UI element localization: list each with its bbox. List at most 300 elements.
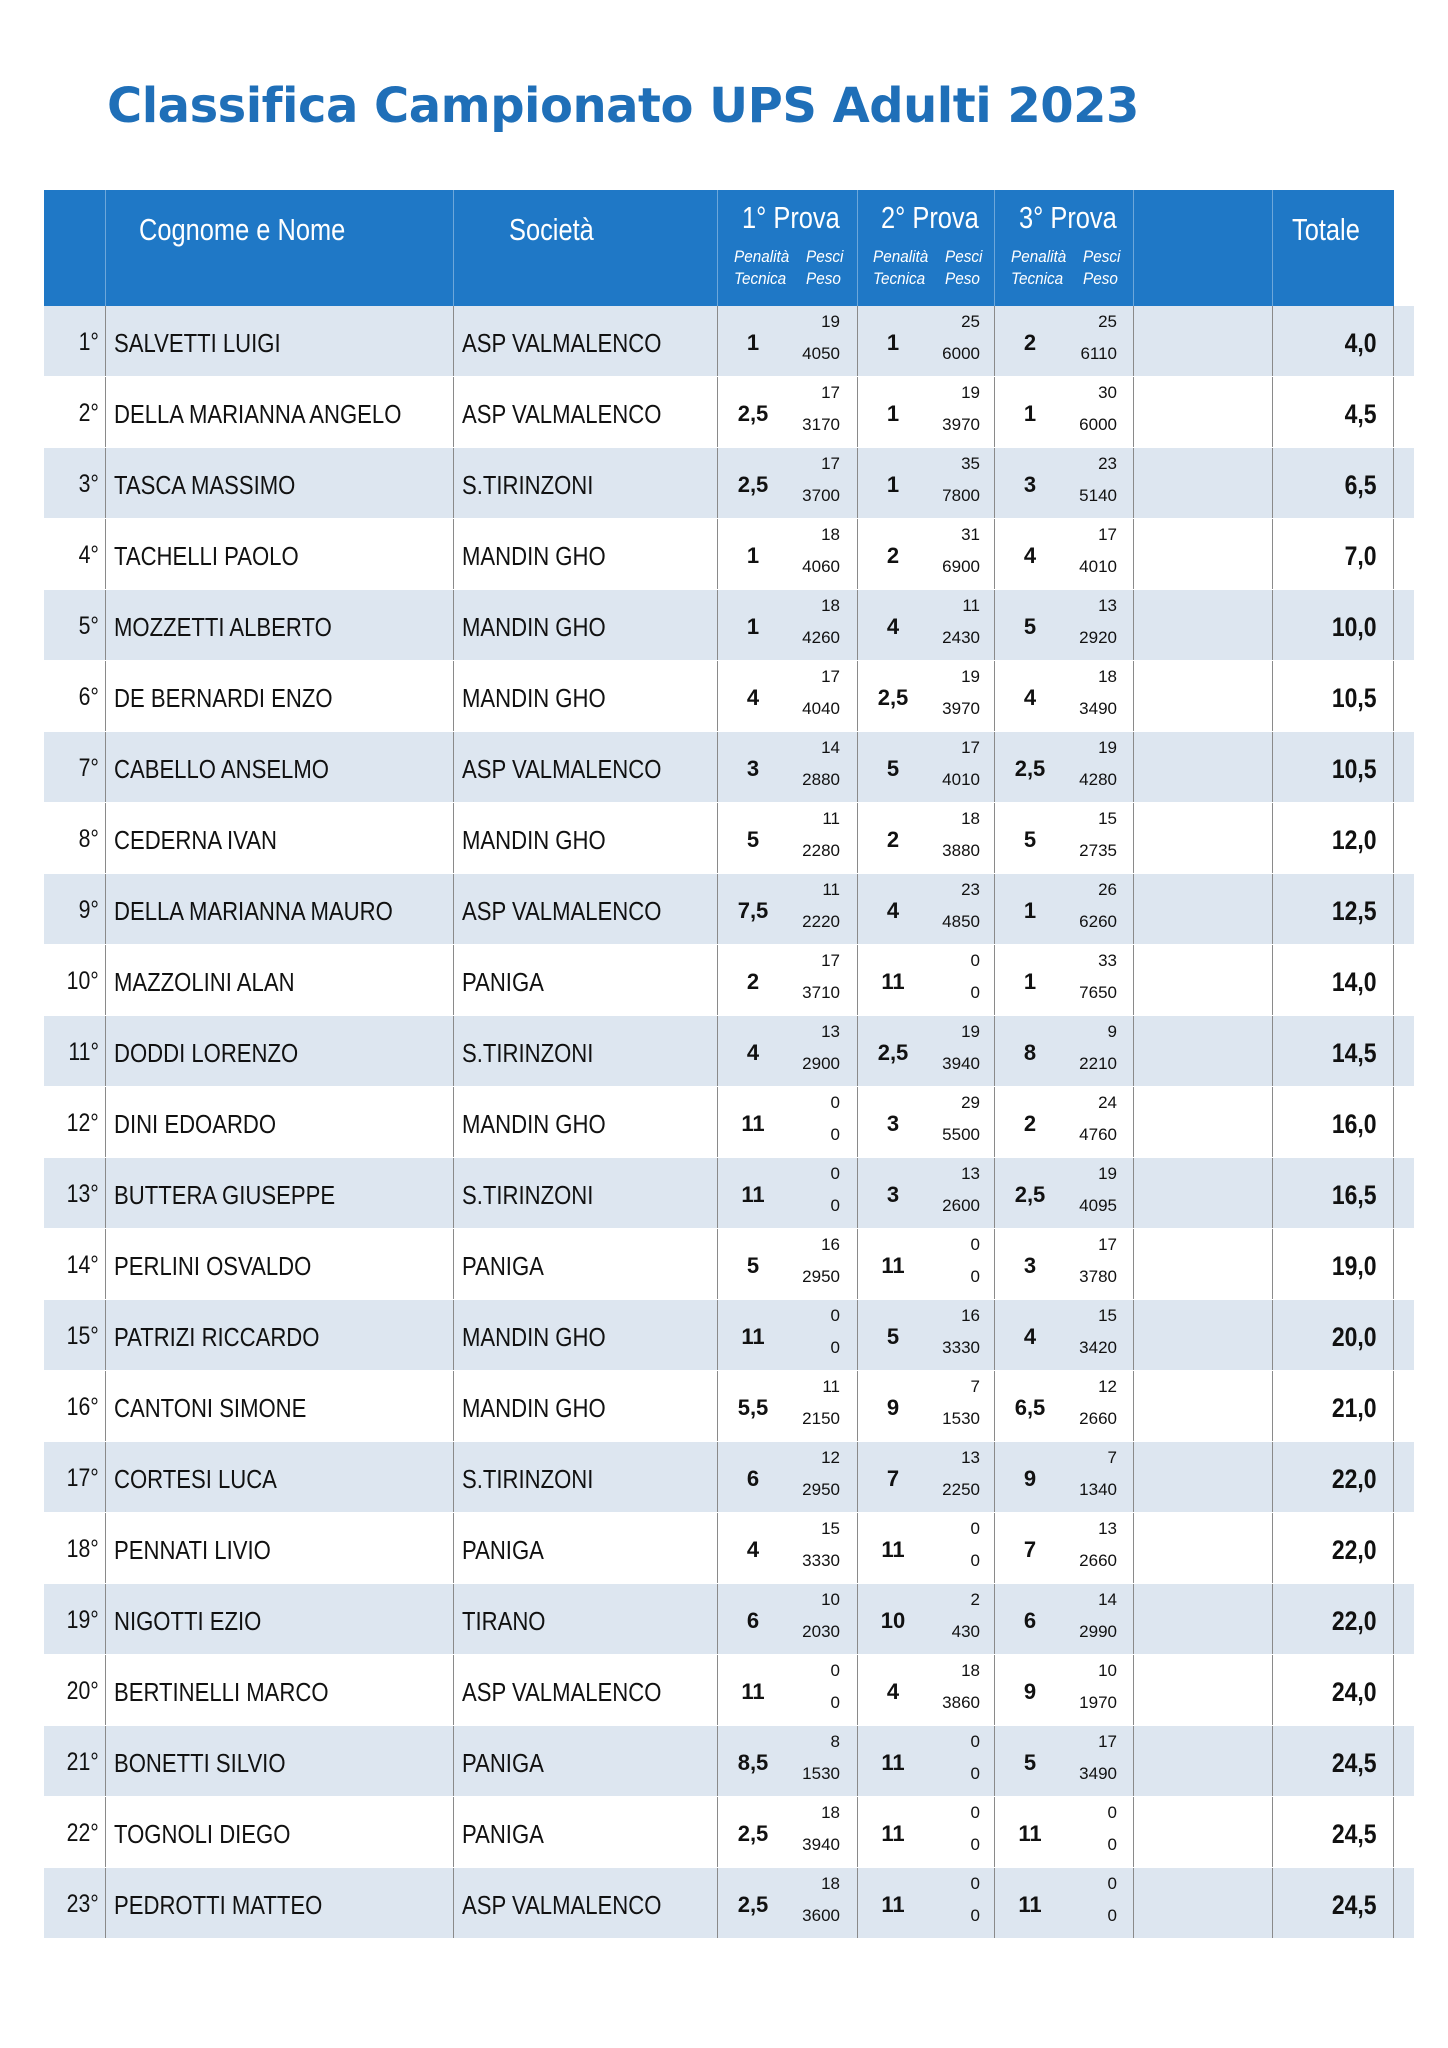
prova1-cell [717, 1229, 858, 1299]
name-cell-text: CANTONI SIMONE [114, 1393, 307, 1423]
peso-value: 0 [970, 983, 980, 1002]
peso-value: 6260 [1079, 912, 1117, 931]
totale-value: 12,5 [1332, 896, 1377, 926]
header-penalita3: Penalità Tecnica [1011, 247, 1067, 288]
name-cell [105, 519, 454, 589]
name-cell-text: DODDI LORENZO [114, 1038, 299, 1068]
societa-cell-text: PANIGA [462, 1535, 544, 1565]
penalita-value: 4 [746, 1040, 760, 1065]
table-row [44, 306, 1414, 377]
pesci-value: 13 [961, 1164, 980, 1183]
position-cell-text: 16° [66, 1393, 99, 1421]
row-edge-divider [1393, 661, 1394, 731]
societa-cell [453, 1726, 718, 1796]
position-cell-text: 5° [78, 612, 99, 640]
prova2-cell [857, 377, 995, 447]
societa-cell [453, 1300, 718, 1370]
pesci-value: 11 [822, 880, 840, 899]
position-cell [44, 1442, 105, 1512]
name-cell [105, 874, 454, 944]
position-cell [44, 1016, 105, 1086]
peso-value: 3330 [802, 1551, 840, 1570]
totale-value: 12,0 [1332, 825, 1377, 855]
totale-value: 22,0 [1332, 1606, 1377, 1636]
name-cell-text: TASCA MASSIMO [114, 470, 296, 500]
position-cell [44, 377, 105, 447]
table-row [44, 1158, 1414, 1229]
table-row [44, 661, 1414, 732]
prova2-cell [857, 1087, 995, 1157]
peso-value: 3170 [802, 415, 840, 434]
totale-value: 24,0 [1332, 1677, 1377, 1707]
table-row [44, 1087, 1414, 1158]
peso-value: 4260 [802, 628, 840, 647]
header-divider [105, 190, 106, 306]
name-cell [105, 1158, 454, 1228]
position-cell-text: 21° [66, 1748, 99, 1776]
name-cell-text: CEDERNA IVAN [114, 825, 277, 855]
penalita-value: 1 [746, 330, 760, 355]
totale-cell [1272, 661, 1415, 731]
spacer-cell [1133, 1158, 1273, 1228]
peso-value: 7800 [942, 486, 980, 505]
name-cell-text: PENNATI LIVIO [114, 1535, 271, 1565]
prova2-cell [857, 1655, 995, 1725]
position-cell-text: 13° [66, 1180, 99, 1208]
prova2-cell [857, 1442, 995, 1512]
table-row [44, 945, 1414, 1016]
totale-cell [1272, 1158, 1415, 1228]
societa-cell-text: MANDIN GHO [462, 683, 606, 713]
header-divider [453, 190, 454, 306]
peso-value: 2030 [802, 1622, 840, 1641]
row-edge-divider [1393, 448, 1394, 518]
row-edge-divider [1393, 1087, 1394, 1157]
position-cell [44, 448, 105, 518]
name-cell [105, 1655, 454, 1725]
prova2-cell [857, 1868, 995, 1938]
row-edge-divider [1393, 590, 1394, 660]
peso-value: 2660 [1079, 1551, 1117, 1570]
totale-value: 16,0 [1332, 1109, 1377, 1139]
societa-cell [453, 1655, 718, 1725]
penalita-value: 9 [886, 1395, 900, 1420]
pesci-value: 7 [1107, 1448, 1117, 1467]
prova1-cell [717, 732, 858, 802]
peso-value: 0 [970, 1764, 980, 1783]
table-row [44, 1868, 1414, 1939]
row-edge-divider [1393, 945, 1394, 1015]
peso-value: 3780 [1079, 1267, 1117, 1286]
societa-cell-text: PANIGA [462, 967, 544, 997]
penalita-value: 10 [880, 1608, 906, 1633]
prova2-cell [857, 519, 995, 589]
totale-cell [1272, 1371, 1415, 1441]
societa-cell-text: MANDIN GHO [462, 1109, 606, 1139]
peso-value: 2735 [1079, 841, 1117, 860]
totale-value: 14,0 [1332, 967, 1377, 997]
prova2-cell [857, 1797, 995, 1867]
societa-cell-text: PANIGA [462, 1251, 544, 1281]
penalita-value: 1 [886, 472, 900, 497]
spacer-cell [1133, 1726, 1273, 1796]
prova3-cell [994, 1513, 1134, 1583]
peso-value: 5500 [942, 1125, 980, 1144]
position-cell [44, 1797, 105, 1867]
pesci-value: 18 [821, 525, 840, 544]
pesci-value: 12 [821, 1448, 840, 1467]
peso-value: 0 [1107, 1835, 1117, 1854]
pesci-value: 18 [821, 1803, 840, 1822]
prova1-cell [717, 1868, 858, 1938]
row-edge-divider [1393, 377, 1394, 447]
position-cell [44, 1868, 105, 1938]
header-prova3: 3° Prova [1019, 200, 1117, 235]
peso-value: 2280 [802, 841, 840, 860]
table-row [44, 1371, 1414, 1442]
prova1-cell [717, 306, 858, 376]
prova2-cell [857, 732, 995, 802]
peso-value: 2210 [1079, 1054, 1117, 1073]
prova1-cell [717, 1442, 858, 1512]
peso-value: 3710 [802, 983, 840, 1002]
penalita-value: 4 [746, 685, 760, 710]
penalita-value: 2,5 [877, 685, 909, 710]
name-cell [105, 1087, 454, 1157]
header-cognome: Cognome e Nome [139, 212, 346, 247]
penalita-value: 2 [1023, 330, 1037, 355]
totale-value: 6,5 [1345, 470, 1377, 500]
spacer-cell [1133, 590, 1273, 660]
spacer-cell [1133, 1868, 1273, 1938]
pesci-value: 0 [830, 1661, 840, 1680]
table-row [44, 874, 1414, 945]
pesci-value: 17 [821, 951, 840, 970]
name-cell [105, 945, 454, 1015]
penalita-value: 11 [881, 1892, 905, 1917]
totale-cell [1272, 519, 1415, 589]
name-cell [105, 1797, 454, 1867]
prova1-cell [717, 1158, 858, 1228]
societa-cell [453, 1868, 718, 1938]
pesci-value: 0 [970, 1235, 980, 1254]
totale-cell [1272, 1513, 1415, 1583]
position-cell [44, 1513, 105, 1583]
penalita-value: 4 [1023, 1324, 1037, 1349]
societa-cell [453, 803, 718, 873]
prova1-cell [717, 661, 858, 731]
totale-value: 10,5 [1332, 683, 1377, 713]
societa-cell-text: PANIGA [462, 1748, 544, 1778]
row-edge-divider [1393, 1229, 1394, 1299]
position-cell [44, 732, 105, 802]
peso-value: 0 [830, 1338, 840, 1357]
penalita-value: 8 [1023, 1040, 1037, 1065]
position-cell-text: 6° [78, 683, 99, 711]
prova3-cell [994, 1016, 1134, 1086]
penalita-value: 2,5 [737, 401, 769, 426]
prova3-cell [994, 590, 1134, 660]
penalita-value: 2 [746, 969, 760, 994]
name-cell [105, 1229, 454, 1299]
header-divider [1272, 190, 1273, 306]
peso-value: 430 [951, 1622, 980, 1641]
pesci-value: 17 [1098, 1732, 1117, 1751]
prova3-cell [994, 1300, 1134, 1370]
prova3-cell [994, 1158, 1134, 1228]
totale-value: 19,0 [1332, 1251, 1377, 1281]
table-row [44, 1016, 1414, 1087]
penalita-value: 5,5 [737, 1395, 769, 1420]
prova3-cell [994, 448, 1134, 518]
position-cell-text: 11° [68, 1038, 99, 1066]
table-row [44, 1442, 1414, 1513]
totale-cell [1272, 377, 1415, 447]
penalita-value: 3 [1023, 1253, 1037, 1278]
penalita-value: 11 [1018, 1892, 1042, 1917]
societa-cell-text: MANDIN GHO [462, 1393, 606, 1423]
societa-cell-text: MANDIN GHO [462, 825, 606, 855]
penalita-value: 11 [881, 1253, 905, 1278]
penalita-value: 11 [881, 969, 905, 994]
pesci-value: 16 [961, 1306, 980, 1325]
totale-value: 24,5 [1332, 1819, 1377, 1849]
totale-value: 20,0 [1332, 1322, 1377, 1352]
position-cell-text: 3° [78, 470, 99, 498]
pesci-value: 14 [821, 738, 840, 757]
pesci-value: 17 [821, 383, 840, 402]
societa-cell-text: ASP VALMALENCO [462, 896, 662, 926]
penalita-value: 11 [881, 1750, 905, 1775]
pesci-value: 8 [830, 1732, 840, 1751]
pesci-value: 18 [1098, 667, 1117, 686]
name-cell [105, 661, 454, 731]
penalita-value: 5 [746, 1253, 760, 1278]
penalita-value: 11 [741, 1679, 765, 1704]
societa-cell-text: PANIGA [462, 1819, 544, 1849]
totale-value: 22,0 [1332, 1464, 1377, 1494]
pesci-value: 11 [962, 596, 980, 615]
prova3-cell [994, 1726, 1134, 1796]
pesci-value: 15 [1098, 809, 1117, 828]
spacer-cell [1133, 1442, 1273, 1512]
row-edge-divider [1393, 519, 1394, 589]
totale-cell [1272, 1868, 1415, 1938]
societa-cell-text: S.TIRINZONI [462, 470, 594, 500]
name-cell [105, 448, 454, 518]
penalita-value: 6 [746, 1608, 760, 1633]
pesci-value: 19 [1098, 1164, 1117, 1183]
prova1-cell [717, 1584, 858, 1654]
prova2-cell [857, 661, 995, 731]
societa-cell-text: MANDIN GHO [462, 1322, 606, 1352]
totale-cell [1272, 1442, 1415, 1512]
pesci-value: 15 [1098, 1306, 1117, 1325]
totale-cell [1272, 945, 1415, 1015]
peso-value: 2220 [802, 912, 840, 931]
pesci-value: 9 [1107, 1022, 1117, 1041]
peso-value: 2150 [802, 1409, 840, 1428]
peso-value: 6110 [1080, 344, 1117, 363]
prova3-cell [994, 803, 1134, 873]
pesci-value: 0 [970, 1803, 980, 1822]
spacer-cell [1133, 448, 1273, 518]
prova2-cell [857, 803, 995, 873]
peso-value: 4040 [802, 699, 840, 718]
penalita-value: 9 [1023, 1466, 1037, 1491]
spacer-cell [1133, 1513, 1273, 1583]
pesci-value: 0 [970, 951, 980, 970]
position-cell-text: 15° [66, 1322, 99, 1350]
pesci-value: 0 [970, 1732, 980, 1751]
prova2-cell [857, 1726, 995, 1796]
name-cell [105, 1513, 454, 1583]
prova1-cell [717, 1726, 858, 1796]
penalita-value: 6 [746, 1466, 760, 1491]
header-pesci3: Pesci Peso [1083, 247, 1121, 288]
societa-cell [453, 945, 718, 1015]
name-cell-text: SALVETTI LUIGI [114, 328, 281, 358]
header-totale: Totale [1292, 212, 1360, 247]
societa-cell [453, 1229, 718, 1299]
penalita-value: 4 [886, 1679, 900, 1704]
pesci-value: 2 [970, 1590, 980, 1609]
totale-value: 24,5 [1332, 1890, 1377, 1920]
pesci-value: 13 [821, 1022, 840, 1041]
peso-value: 3700 [802, 486, 840, 505]
pesci-value: 13 [961, 1448, 980, 1467]
name-cell-text: PEDROTTI MATTEO [114, 1890, 323, 1920]
name-cell [105, 590, 454, 660]
pesci-value: 0 [1107, 1874, 1117, 1893]
peso-value: 1530 [942, 1409, 980, 1428]
peso-value: 3940 [942, 1054, 980, 1073]
prova1-cell [717, 1797, 858, 1867]
peso-value: 3940 [802, 1835, 840, 1854]
page-title: Classifica Campionato UPS Adulti 2023 [107, 78, 1139, 134]
pesci-value: 17 [1098, 525, 1117, 544]
name-cell-text: DELLA MARIANNA ANGELO [114, 399, 402, 429]
name-cell [105, 1300, 454, 1370]
prova1-cell [717, 1016, 858, 1086]
header-pesci1: Pesci Peso [806, 247, 844, 288]
prova1-cell [717, 1087, 858, 1157]
spacer-cell [1133, 1087, 1273, 1157]
penalita-value: 5 [1023, 1750, 1037, 1775]
penalita-value: 5 [886, 1324, 900, 1349]
penalita-value: 4 [1023, 685, 1037, 710]
position-cell-text: 9° [78, 896, 99, 924]
societa-cell-text: S.TIRINZONI [462, 1180, 594, 1210]
prova2-cell [857, 1300, 995, 1370]
prova1-cell [717, 590, 858, 660]
peso-value: 2430 [942, 628, 980, 647]
spacer-cell [1133, 306, 1273, 376]
penalita-value: 1 [886, 330, 900, 355]
row-edge-divider [1393, 874, 1394, 944]
penalita-value: 6,5 [1014, 1395, 1046, 1420]
header-societa: Società [509, 212, 594, 247]
position-cell [44, 1300, 105, 1370]
penalita-value: 11 [741, 1111, 765, 1136]
peso-value: 4095 [1079, 1196, 1117, 1215]
name-cell [105, 1442, 454, 1512]
peso-value: 3880 [942, 841, 980, 860]
peso-value: 3860 [942, 1693, 980, 1712]
prova3-cell [994, 519, 1134, 589]
societa-cell-text: ASP VALMALENCO [462, 754, 662, 784]
prova2-cell [857, 590, 995, 660]
prova2-cell [857, 1229, 995, 1299]
name-cell [105, 803, 454, 873]
peso-value: 4760 [1079, 1125, 1117, 1144]
peso-value: 0 [1107, 1906, 1117, 1925]
peso-value: 4280 [1079, 770, 1117, 789]
penalita-value: 7,5 [737, 898, 769, 923]
societa-cell [453, 1158, 718, 1228]
totale-value: 10,0 [1332, 612, 1377, 642]
spacer-cell [1133, 1300, 1273, 1370]
position-cell [44, 803, 105, 873]
name-cell [105, 1016, 454, 1086]
pesci-value: 18 [961, 809, 980, 828]
peso-value: 2920 [1079, 628, 1117, 647]
pesci-value: 10 [821, 1590, 840, 1609]
spacer-cell [1133, 1371, 1273, 1441]
penalita-value: 5 [1023, 614, 1037, 639]
prova3-cell [994, 661, 1134, 731]
totale-value: 10,5 [1332, 754, 1377, 784]
totale-value: 16,5 [1332, 1180, 1377, 1210]
pesci-value: 25 [1098, 312, 1117, 331]
totale-cell [1272, 874, 1415, 944]
header-penalita2: Penalità Tecnica [873, 247, 929, 288]
name-cell-text: BERTINELLI MARCO [114, 1677, 329, 1707]
penalita-value: 6 [1023, 1608, 1037, 1633]
societa-cell-text: MANDIN GHO [462, 541, 606, 571]
position-cell-text: 2° [78, 399, 99, 427]
prova1-cell [717, 1655, 858, 1725]
name-cell [105, 732, 454, 802]
pesci-value: 13 [1098, 596, 1117, 615]
societa-cell [453, 1513, 718, 1583]
prova3-cell [994, 1371, 1134, 1441]
position-cell-text: 12° [66, 1109, 99, 1137]
societa-cell [453, 306, 718, 376]
position-cell [44, 1655, 105, 1725]
name-cell [105, 306, 454, 376]
prova2-cell [857, 306, 995, 376]
row-edge-divider [1393, 1016, 1394, 1086]
totale-cell [1272, 590, 1415, 660]
pesci-value: 0 [830, 1093, 840, 1112]
pesci-value: 0 [970, 1519, 980, 1538]
totale-cell [1272, 1087, 1415, 1157]
penalita-value: 2 [886, 827, 900, 852]
peso-value: 3600 [802, 1906, 840, 1925]
position-cell-text: 7° [78, 754, 99, 782]
name-cell-text: CABELLO ANSELMO [114, 754, 329, 784]
peso-value: 3970 [942, 415, 980, 434]
penalita-value: 11 [1018, 1821, 1042, 1846]
row-edge-divider [1393, 1371, 1394, 1441]
header-pesci2: Pesci Peso [945, 247, 983, 288]
societa-cell [453, 377, 718, 447]
prova1-cell [717, 1371, 858, 1441]
peso-value: 3490 [1079, 1764, 1117, 1783]
societa-cell [453, 732, 718, 802]
prova2-cell [857, 1016, 995, 1086]
